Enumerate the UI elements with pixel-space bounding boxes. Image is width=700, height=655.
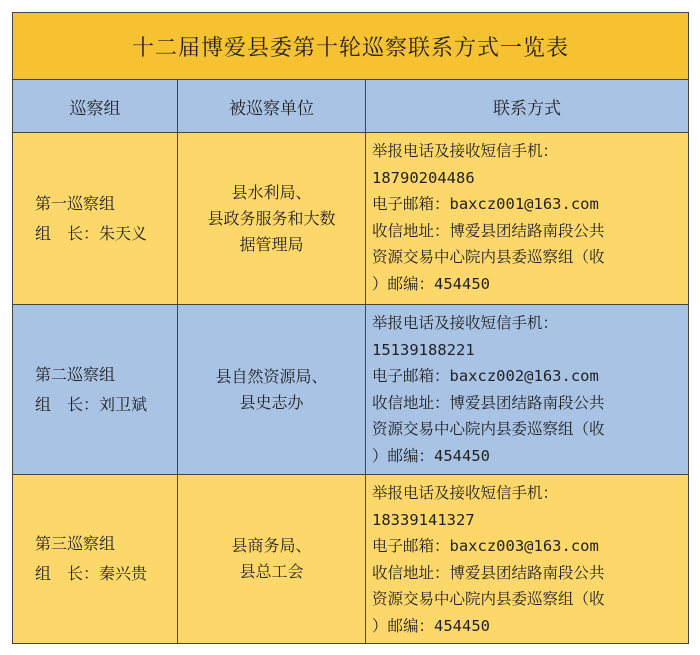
mail-address-line: 资源交易中心院内县委巡察组（收 <box>372 248 605 266</box>
group-name: 第一巡察组 <box>35 193 116 213</box>
group-leader: 组 长：刘卫斌 <box>35 394 148 414</box>
email-address: 电子邮箱：baxcz003@163.com <box>372 537 599 555</box>
header-contact: 联系方式 <box>366 80 689 133</box>
unit-line: 县商务局、 <box>231 536 312 555</box>
unit-line: 县水利局、 <box>231 182 312 202</box>
postcode: ）邮编：454450 <box>372 274 490 293</box>
phone-number: 15139188221 <box>372 340 475 359</box>
phone-label: 举报电话及接收短信手机： <box>372 142 559 160</box>
group-name: 第二巡察组 <box>35 364 116 384</box>
header-group: 巡察组 <box>13 80 178 133</box>
group-leader: 组 长：朱天义 <box>35 223 148 243</box>
mail-address-line: 收信地址：博爱县团结路南段公共 <box>372 393 605 412</box>
mail-address-line: 收信地址：博爱县团结路南段公共 <box>372 563 605 582</box>
table-row <box>13 133 689 305</box>
phone-number: 18790204486 <box>372 168 475 187</box>
table-row <box>13 475 689 644</box>
unit-line: 县史志办 <box>239 392 304 412</box>
table-title: 十二届博爱县委第十轮巡察联系方式一览表 <box>13 13 689 80</box>
group-cell <box>13 305 178 475</box>
group-cell <box>13 133 178 305</box>
table-row <box>13 305 689 475</box>
group-cell <box>13 475 178 644</box>
header-unit: 被巡察单位 <box>178 80 366 133</box>
unit-line: 县政务服务和大数 <box>207 208 336 228</box>
unit-cell <box>178 305 366 475</box>
contact-cell <box>366 305 689 475</box>
phone-label: 举报电话及接收短信手机： <box>372 314 559 332</box>
group-name: 第三巡察组 <box>35 534 116 553</box>
mail-address-line: 资源交易中心院内县委巡察组（收 <box>372 590 605 608</box>
contact-table <box>12 12 689 644</box>
unit-line: 县总工会 <box>239 562 304 581</box>
mail-address-line: 资源交易中心院内县委巡察组（收 <box>372 420 605 438</box>
unit-line: 据管理局 <box>239 234 304 254</box>
contact-cell <box>366 475 689 644</box>
email-address: 电子邮箱：baxcz002@163.com <box>372 367 599 385</box>
email-address: 电子邮箱：baxcz001@163.com <box>372 195 599 213</box>
phone-number: 18339141327 <box>372 510 475 529</box>
unit-cell <box>178 133 366 305</box>
contact-table-container <box>12 12 688 643</box>
postcode: ）邮编：454450 <box>372 446 490 465</box>
mail-address-line: 收信地址：博爱县团结路南段公共 <box>372 221 605 240</box>
unit-line: 县自然资源局、 <box>215 366 328 386</box>
group-leader: 组 长：秦兴贵 <box>35 564 148 583</box>
postcode: ）邮编：454450 <box>372 616 490 635</box>
unit-cell <box>178 475 366 644</box>
phone-label: 举报电话及接收短信手机： <box>372 484 559 502</box>
contact-cell <box>366 133 689 305</box>
